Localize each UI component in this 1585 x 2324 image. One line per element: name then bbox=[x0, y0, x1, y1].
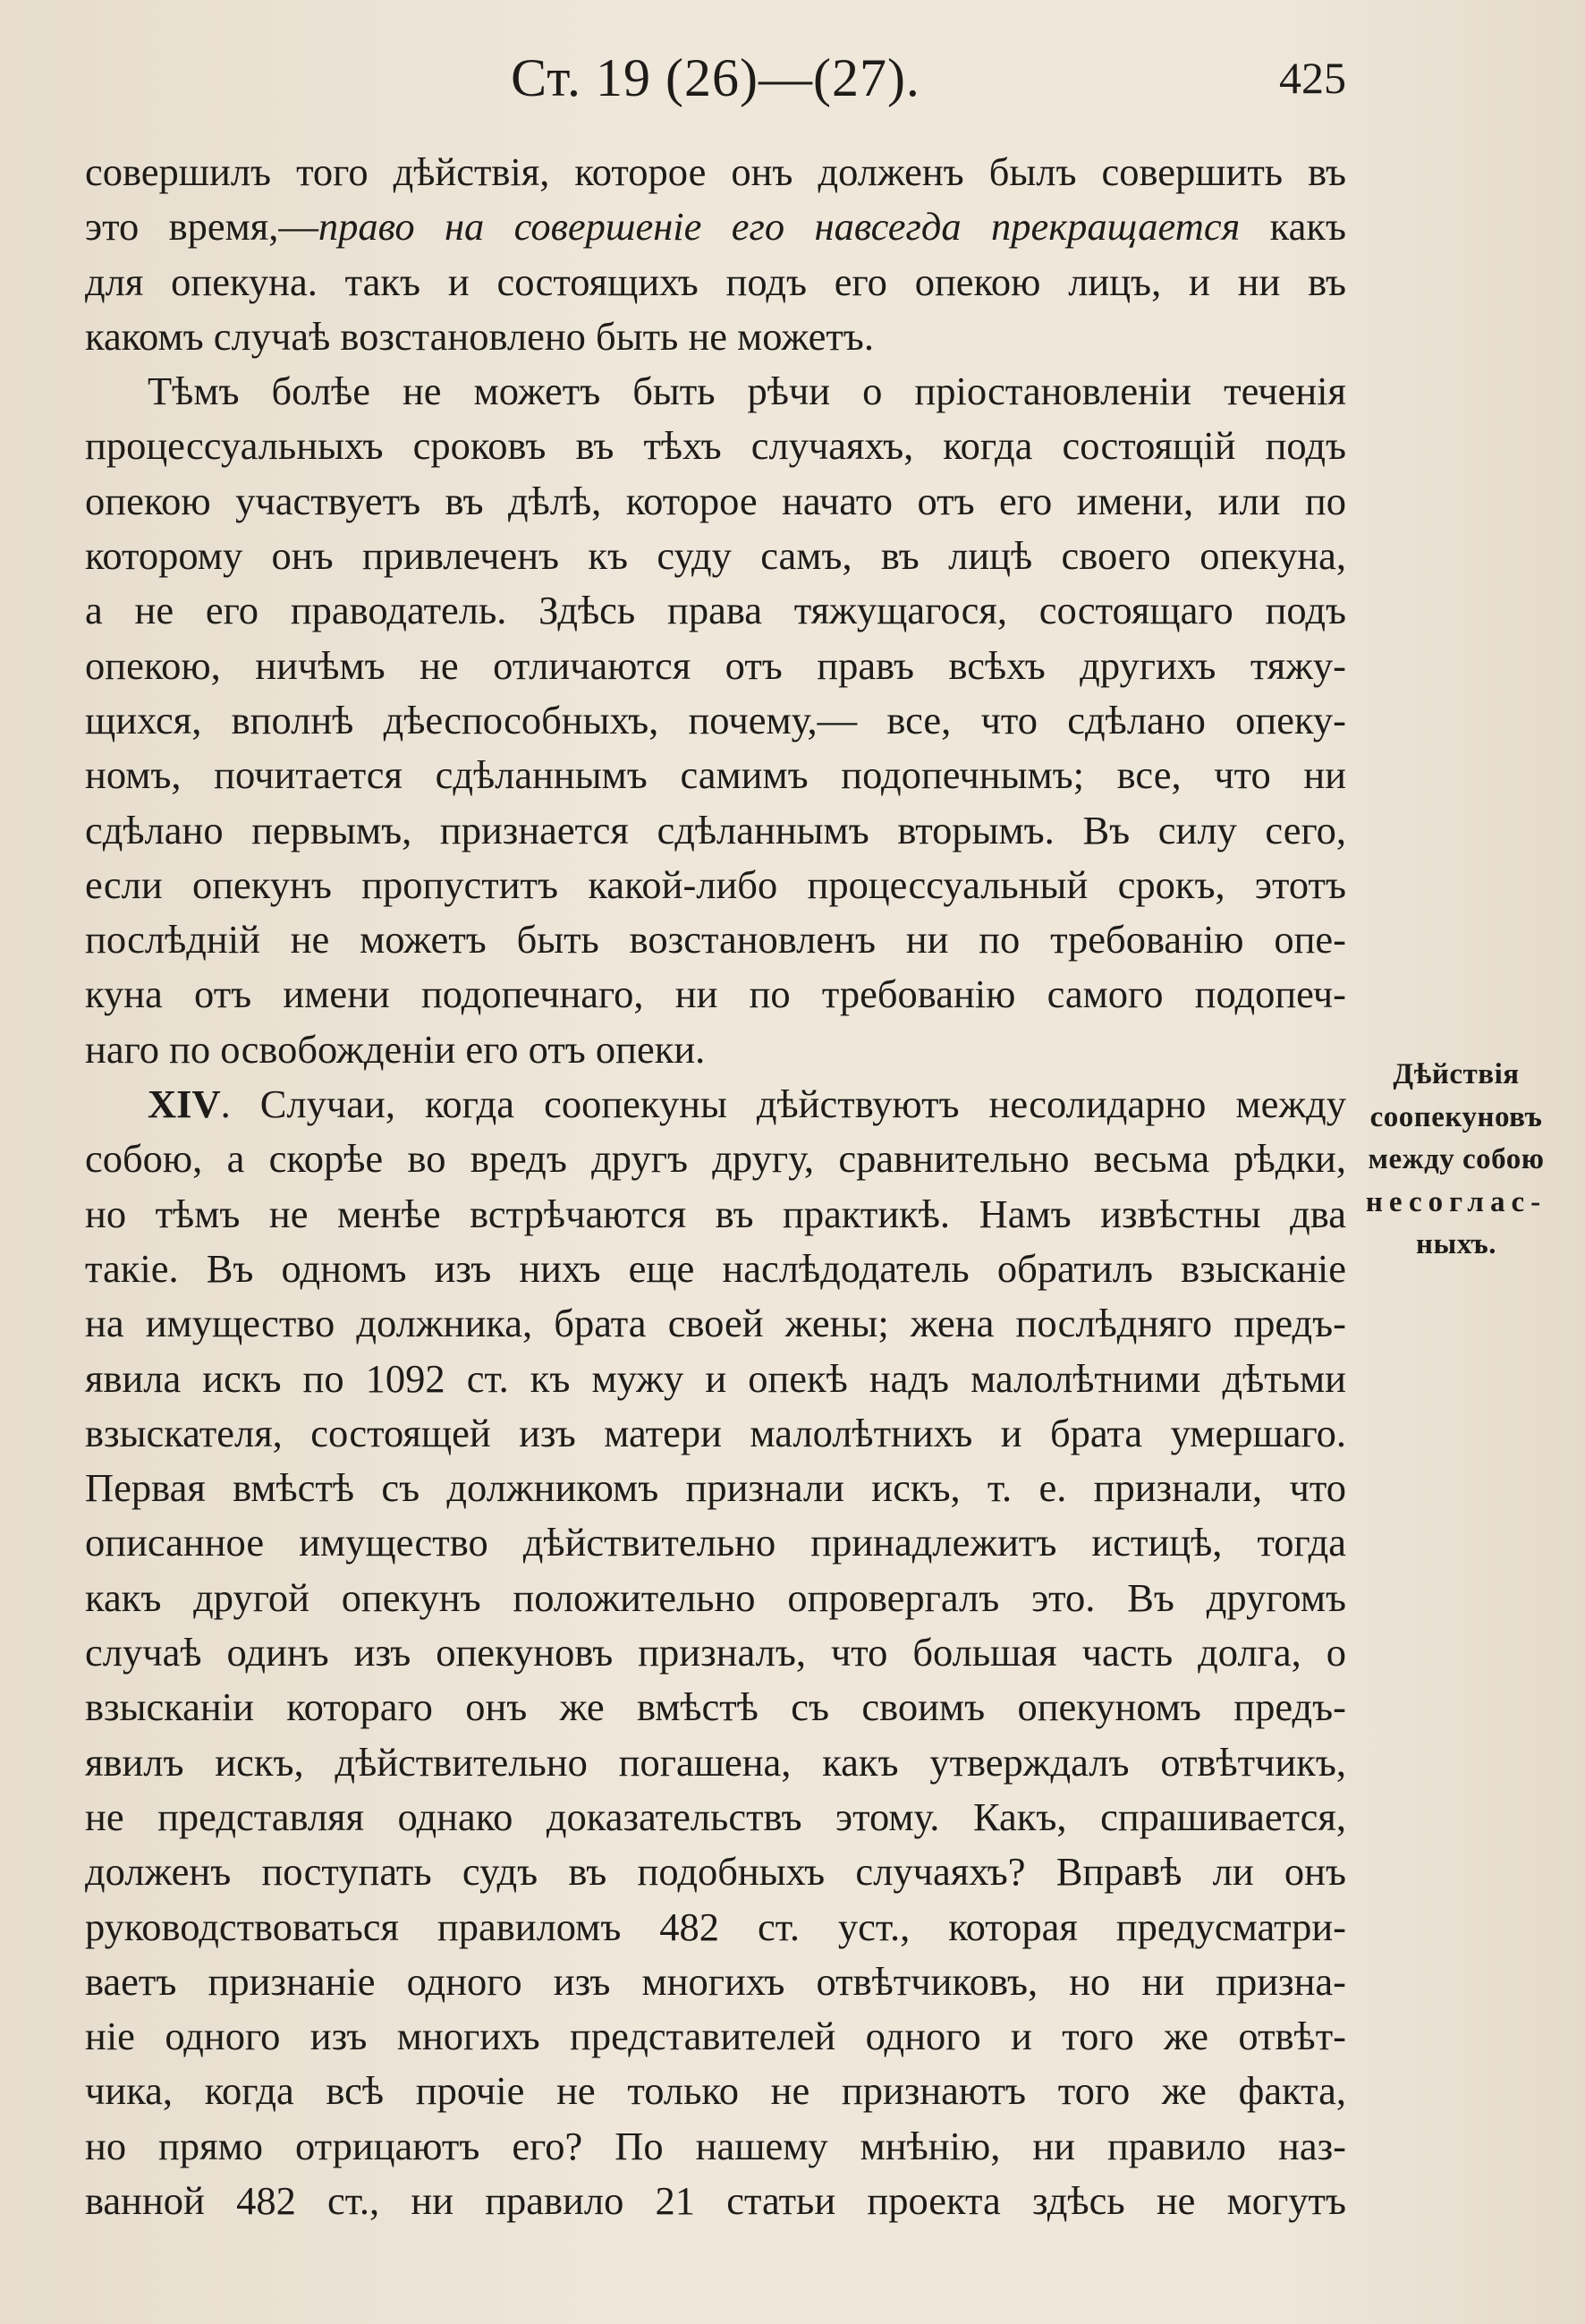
text-line: явила искъ по 1092 ст. къ мужу и опекѣ надъ малолѣтними дѣтьми bbox=[85, 1355, 1346, 1401]
page-header bbox=[85, 38, 1346, 118]
text-line bbox=[85, 199, 1346, 254]
text-line: для опекуна. такъ и состоящихъ подъ его опекою лицъ, и ни въ bbox=[85, 259, 1346, 304]
running-title: Ст. 19 (26)—(27). bbox=[511, 48, 920, 107]
margin-note-line: соопекуновъ bbox=[1369, 1100, 1543, 1133]
text-line: взысканіи котораго онъ же вмѣстѣ съ своимъ опекуномъ предъ- bbox=[85, 1684, 1346, 1730]
text-line: такіе. Въ одномъ изъ нихъ еще наслѣдодатель обратилъ взысканіе bbox=[85, 1245, 1346, 1291]
section-number: XIV bbox=[148, 1081, 221, 1127]
text-line: какъ другой опекунъ положительно опровергалъ это. Въ другомъ bbox=[85, 1574, 1346, 1620]
margin-note bbox=[1352, 1054, 1560, 1267]
text-line: на имущество должника, брата своей жены; жена послѣдняго предъ- bbox=[85, 1301, 1346, 1346]
text-line: Тѣмъ болѣе не можетъ быть рѣчи о пріостановленіи теченія bbox=[148, 369, 1346, 414]
text-line: но тѣмъ не менѣе встрѣчаются въ практикѣ. Намъ извѣстны два bbox=[85, 1191, 1346, 1236]
text-line: номъ, почитается сдѣланнымъ самимъ подопечнымъ; все, что ни bbox=[85, 752, 1346, 798]
text-line: а не его праводатель. Здѣсь права тяжущагося, состоящаго подъ bbox=[85, 588, 1346, 633]
margin-note-line: между собою bbox=[1368, 1143, 1545, 1175]
text-line: сдѣлано первымъ, признается сдѣланнымъ вторымъ. Въ силу сего, bbox=[85, 807, 1346, 852]
text-line: долженъ поступать судъ въ подобныхъ случаяхъ? Вправѣ ли онъ bbox=[85, 1849, 1346, 1895]
text-line: совершилъ того дѣйствія, которое онъ долженъ былъ совершить въ bbox=[85, 149, 1346, 194]
text-line: куна отъ имени подопечнаго, ни по требованію самого подопеч- bbox=[85, 971, 1346, 1017]
text-line: наго по освобожденіи его отъ опеки. bbox=[85, 1026, 706, 1072]
text-line: Первая вмѣстѣ съ должникомъ признали искъ, т. е. признали, что bbox=[85, 1465, 1346, 1511]
text-line: описанное имущество дѣйствительно принадлежитъ истицѣ, тогда bbox=[85, 1520, 1346, 1565]
text-line: случаѣ одинъ изъ опекуновъ призналъ, что большая часть долга, о bbox=[85, 1630, 1346, 1675]
text-line: которому онъ привлеченъ къ суду самъ, въ лицѣ своего опекуна, bbox=[85, 533, 1346, 579]
text-line: опекою участвуетъ въ дѣлѣ, которое начато отъ его имени, или по bbox=[85, 478, 1346, 523]
text-line: ваетъ признаніе одного изъ многихъ отвѣтчиковъ, но ни призна- bbox=[85, 1958, 1346, 2004]
text-line: процессуальныхъ сроковъ въ тѣхъ случаяхъ, когда состоящій подъ bbox=[85, 423, 1346, 469]
text-line: чика, когда всѣ прочіе не только не признаютъ того же факта, bbox=[85, 2068, 1346, 2114]
text-line bbox=[85, 1077, 1346, 1132]
text-line: не представляя однако доказательствъ этому. Какъ, спрашивается, bbox=[85, 1794, 1346, 1839]
emphasized-text: право на совершеніе его навсегда прекращается bbox=[318, 204, 1241, 250]
text-line: руководствоваться правиломъ 482 ст. уст., которая предусматри- bbox=[85, 1904, 1346, 1949]
text-line: собою, а скорѣе во вредъ другъ другу, сравнительно весьма рѣдки, bbox=[85, 1136, 1346, 1182]
text-line: взыскателя, состоящей изъ матери малолѣтнихъ и брата умершаго. bbox=[85, 1410, 1346, 1455]
paragraph-3 bbox=[85, 1077, 1346, 2228]
text-line: явилъ искъ, дѣйствительно погашена, какъ утверждалъ отвѣтчикъ, bbox=[85, 1739, 1346, 1785]
text-fragment: . Случаи, когда соопекуны дѣйствуютъ несолидарно между bbox=[220, 1081, 1346, 1127]
main-text bbox=[85, 145, 1346, 2228]
text-line: но прямо отрицаютъ его? По нашему мнѣнію, ни правило наз- bbox=[85, 2123, 1346, 2168]
margin-note-line: несоглас- bbox=[1365, 1185, 1547, 1218]
margin-note-line: ныхъ. bbox=[1415, 1228, 1496, 1260]
text-line: какомъ случаѣ возстановлено быть не можетъ. bbox=[85, 313, 874, 359]
text-line: послѣдній не можетъ быть возстановленъ ни по требованію опе- bbox=[85, 917, 1346, 963]
text-line: ванной 482 ст., ни правило 21 статьи проекта здѣсь не могутъ bbox=[85, 2177, 1346, 2223]
page-number: 425 bbox=[1279, 53, 1346, 103]
paragraph-2 bbox=[85, 364, 1346, 1077]
text-fragment: какъ bbox=[1240, 204, 1346, 250]
text-line: если опекунъ пропуститъ какой-либо процессуальный срокъ, этотъ bbox=[85, 861, 1346, 907]
margin-note-line: Дѣйствія bbox=[1393, 1058, 1520, 1090]
text-line: опекою, ничѣмъ не отличаются отъ правъ всѣхъ другихъ тяжу- bbox=[85, 642, 1346, 688]
text-line: ніе одного изъ многихъ представителей одного и того же отвѣт- bbox=[85, 2014, 1346, 2059]
text-line: щихся, вполнѣ дѣеспособныхъ, почему,— все, что сдѣлано опеку- bbox=[85, 697, 1346, 742]
paragraph-1 bbox=[85, 145, 1346, 364]
text-fragment: это время,— bbox=[85, 204, 318, 250]
